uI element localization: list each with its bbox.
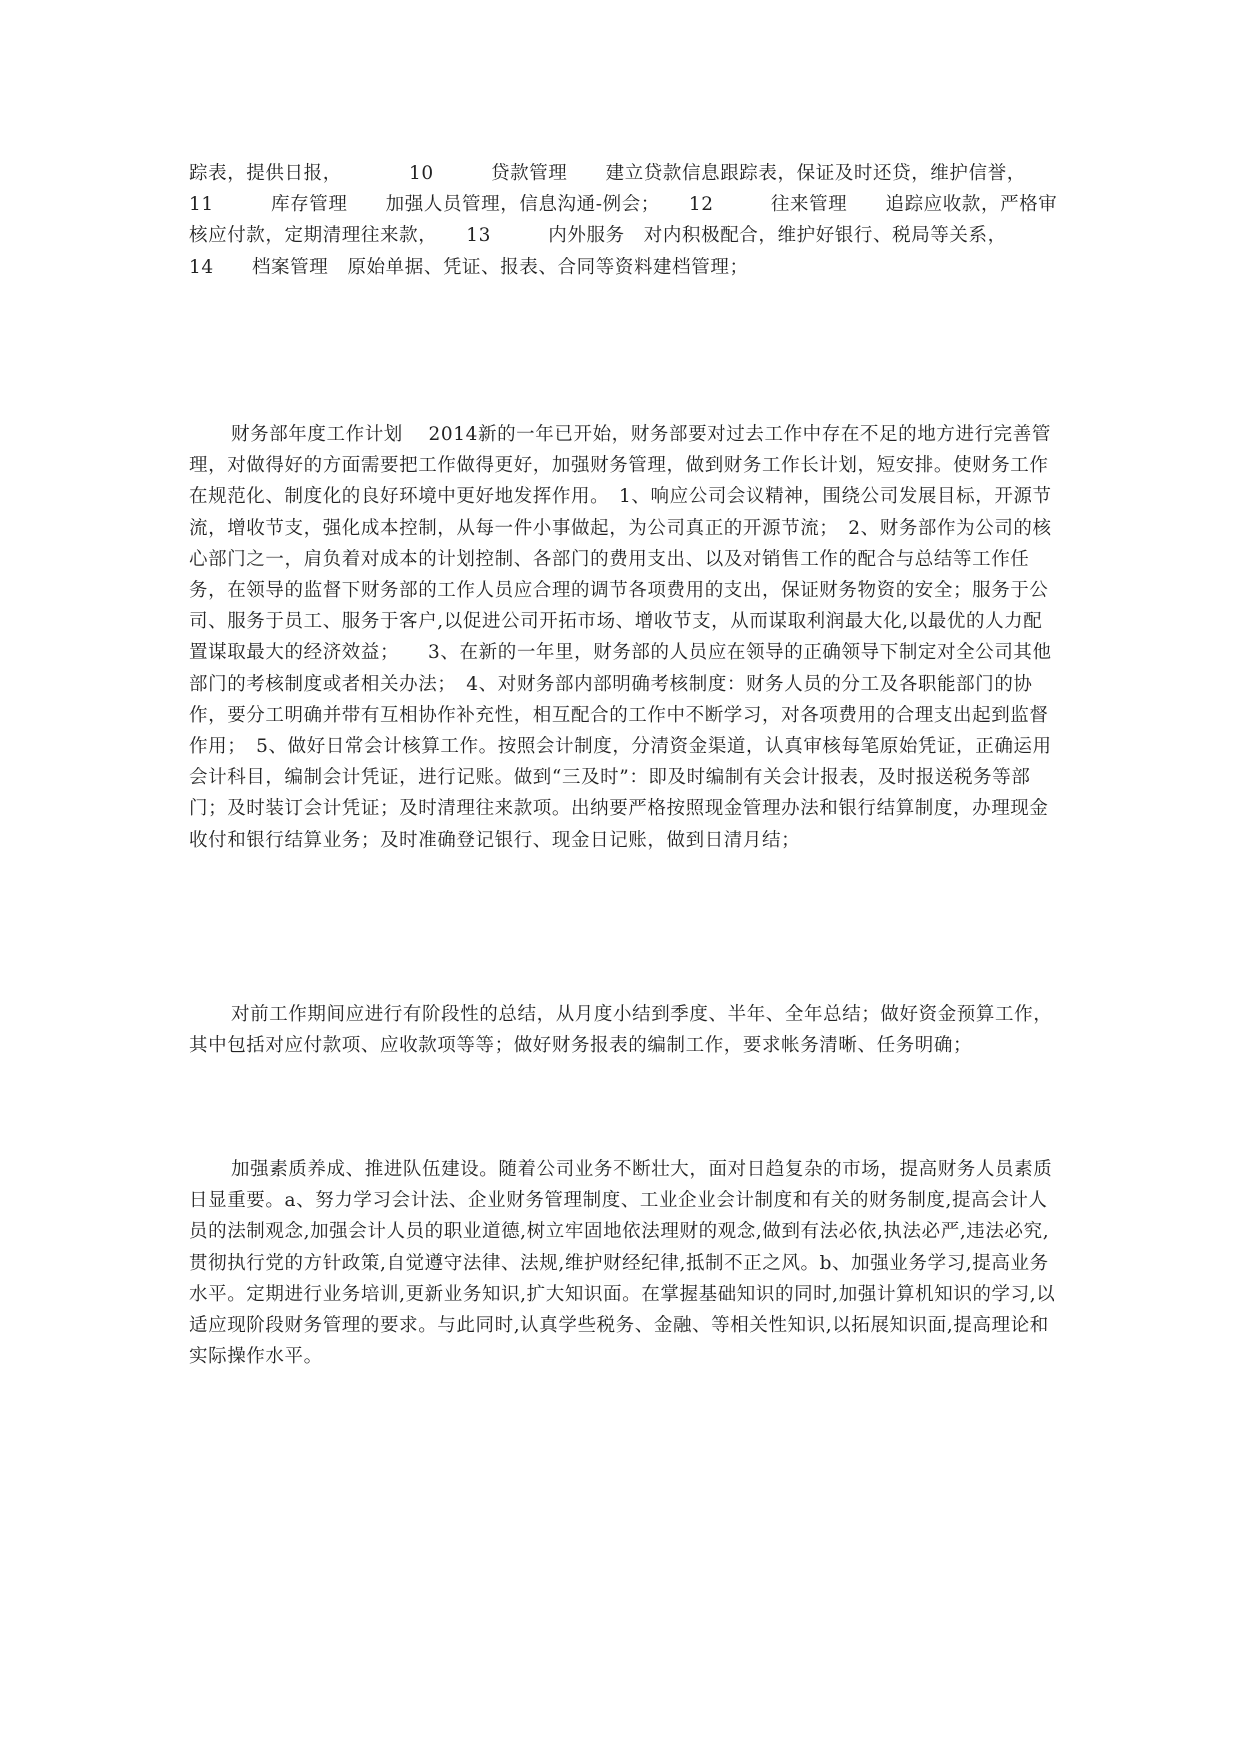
team-building-section: [189, 1154, 1059, 1372]
continued-paragraph: [189, 158, 1074, 283]
paragraph-annual-work-plan: 财务部年度工作计划 2014新的一年已开始，财务部要对过去工作中存在不足的地方进行完善管理，对做得好的方面需要把工作做得更好，加强财务管理，做到财务工作长计划，短安排。使财务工作在规范化、制度化的良好环境中更好地发挥作用。 1、响应公司会议精神，围绕公司发展目标，开源节流，增收节支，强化成本控制，从每一件小事做起，为公司真正的开源节流； 2、财务部作为公司的核心部门之一，肩负着对成本的计划控制、各部门的费用支出、以及对销售工作的配合与总结等工作任务，在领导的监督下财务部的工作人员应合理的调节各项费用的支出，保证财务物资的安全；服务于公司、服务于员工、服务于客户,以促进公司开拓市场、增收节支，从而谋取利润最大化,以最优的人力配置谋取最大的经济效益； 3、在新的一年里，财务部的人员应在领导的正确领导下制定对全公司其他部门的考核制度或者相关办法； 4、对财务部内部明确考核制度：财务人员的分工及各职能部门的协作，要分工明确并带有互相协作补充性，相互配合的工作中不断学习，对各项费用的合理支出起到监督作用； 5、做好日常会计核算工作。按照会计制度，分清资金渠道，认真审核每笔原始凭证，正确运用会计科目，编制会计凭证，进行记账。做到“三及时”：即及时编制有关会计报表，及时报送税务等部门；及时装订会计凭证；及时清理往来款项。出纳要严格按照现金管理办法和银行结算制度，办理现金收付和银行结算业务；及时准确登记银行、现金日记账，做到日清月结；: [189, 424, 1052, 851]
paragraph-periodic-summary: 对前工作期间应进行有阶段性的总结，从月度小结到季度、半年、全年总结；做好资金预算工作，其中包括对应付款项、应收款项等等；做好财务报表的编制工作，要求帐务清晰、任务明确；: [189, 1004, 1053, 1057]
summary-section: [189, 999, 1059, 1061]
paragraph-loan-inventory-archives: 踪表，提供日报， 10 贷款管理 建立贷款信息跟踪表，保证及时还贷，维护信誉， 11 库存管理 加强人员管理，信息沟通-例会； 12 往来管理 追踪应收款，严格审核应付款，定期清理往来款， 13 内外服务 对内积极配合，维护好银行、税局等关系， 14 档案管理 原始单据、凭证、报表、合同等资料建档管理；: [189, 163, 1074, 278]
paragraph-team-building: 加强素质养成、推进队伍建设。随着公司业务不断壮大，面对日趋复杂的市场，提高财务人员素质日显重要。a、努力学习会计法、企业财务管理制度、工业企业会计制度和有关的财务制度,提高会计人员的法制观念,加强会计人员的职业道德,树立牢固地依法理财的观念,做到有法必依,执法必严,违法必究,贯彻执行党的方针政策,自觉遵守法律、法规,维护财经纪律,抵制不正之风。b、加强业务学习,提高业务水平。定期进行业务培训,更新业务知识,扩大知识面。在掌握基础知识的同时,加强计算机知识的学习,以适应现阶段财务管理的要求。与此同时,认真学些税务、金融、等相关性知识,以拓展知识面,提高理论和实际操作水平。: [189, 1159, 1056, 1368]
annual-plan-section: [189, 419, 1059, 856]
